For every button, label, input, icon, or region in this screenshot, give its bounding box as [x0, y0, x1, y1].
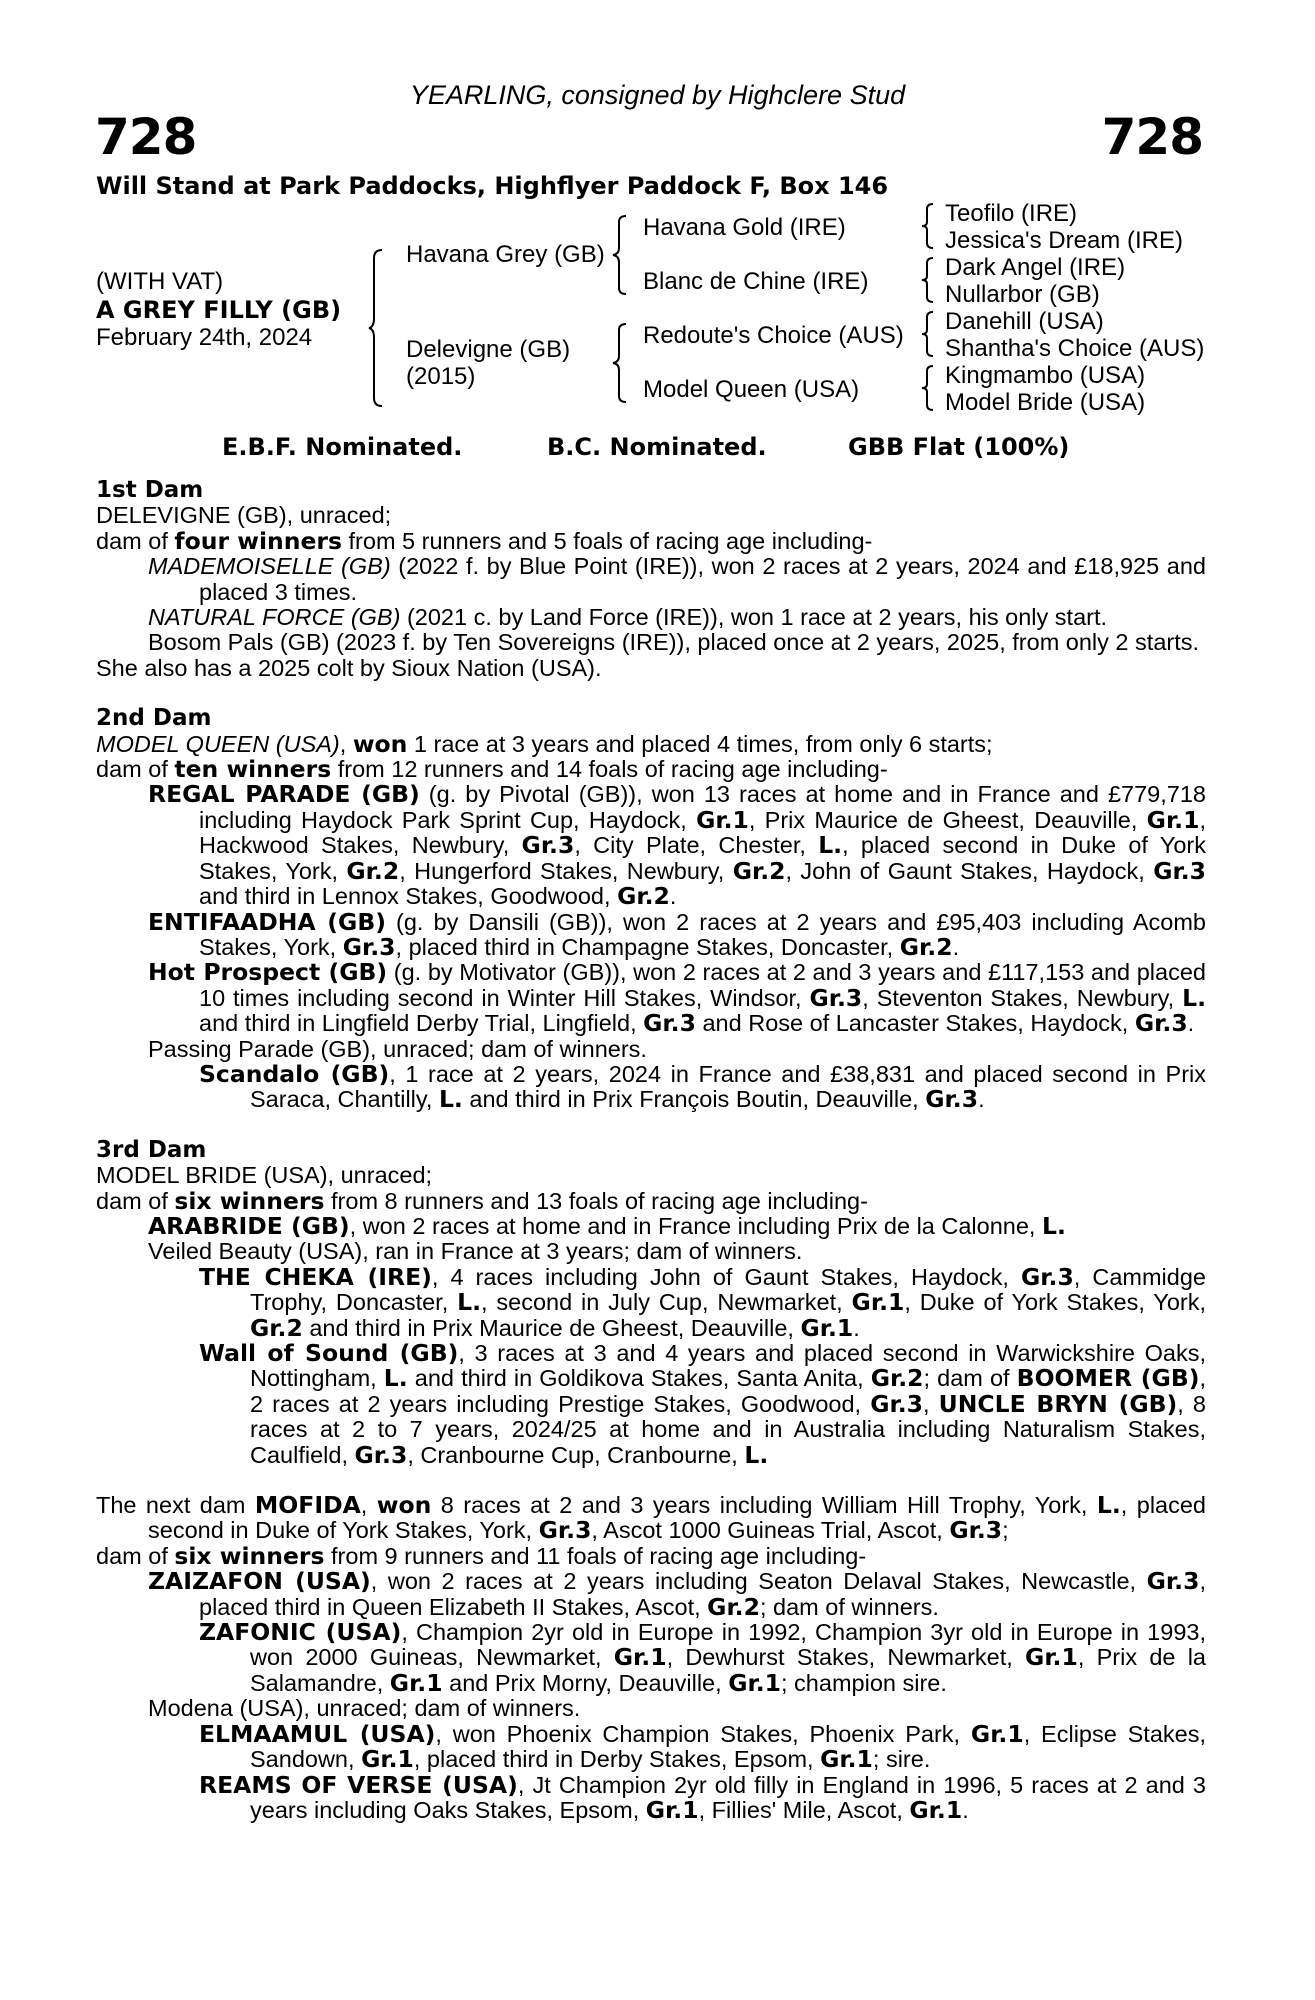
dam-dam: Model Queen (USA): [643, 376, 860, 403]
sire-sire-sire: Teofilo (IRE): [945, 200, 1078, 227]
second-dam-produce-summary: dam of ten winners from 12 runners and 14 foals of racing age including-: [96, 755, 888, 784]
bc-nomination: B.C. Nominated.: [547, 433, 767, 461]
produce-entry: Hot Prospect (GB) (g. by Motivator (GB)), won 2 races at 2 and 3 years and £117,153 and placed 10 times including second in Winter Hill Stakes, Windsor, Gr.3, Steventon Stakes, Newbury, L. and third in Lingfield Derby Trial, Lingfield, Gr.3 and Rose of Lancaster Stakes, Haydock, Gr.3.: [148, 958, 1206, 1038]
produce-entry: Modena (USA), unraced; dam of winners.: [148, 1695, 581, 1722]
ebf-nomination: E.B.F. Nominated.: [222, 433, 463, 461]
sire-sire-dam: Jessica's Dream (IRE): [945, 227, 1183, 254]
third-dam-produce-summary: dam of six winners from 8 runners and 13 foals of racing age including-: [96, 1186, 868, 1215]
brace-gen3-1: [921, 202, 937, 250]
dam-year: (2015): [406, 363, 476, 390]
third-dam-heading: 3rd Dam: [96, 1136, 207, 1163]
sire-dam-sire: Dark Angel (IRE): [945, 254, 1126, 281]
dam-brace: [612, 322, 632, 404]
vat-note: (WITH VAT): [96, 268, 224, 295]
produce-entry: MADEMOISELLE (GB) (2022 f. by Blue Point (IRE)), won 2 races at 2 years, 2024 and £18,925 and placed 3 times.: [148, 553, 1206, 605]
grandproduce-entry: ELMAAMUL (USA), won Phoenix Champion Stakes, Phoenix Park, Gr.1, Eclipse Stakes, Sandown, Gr.1, placed third in Derby Stakes, Epsom, Gr.1; sire.: [199, 1719, 1207, 1774]
produce-entry: Veiled Beauty (USA), ran in France at 3 years; dam of winners.: [148, 1238, 803, 1265]
horse-name: A GREY FILLY (GB): [96, 296, 342, 324]
sire: Havana Grey (GB): [406, 241, 605, 268]
first-dam-produce-summary: dam of four winners from 5 runners and 5 foals of racing age including-: [96, 526, 873, 555]
produce-entry: NATURAL FORCE (GB) (2021 c. by Land Force (IRE)), won 1 race at 2 years, his only start.: [148, 604, 1108, 631]
catalogue-subtitle: YEARLING, consigned by Highclere Stud: [409, 80, 906, 110]
next-dam-produce-summary: dam of six winners from 9 runners and 11 foals of racing age including-: [96, 1541, 867, 1570]
grandproduce-entry: ZAFONIC (USA), Champion 2yr old in Europe in 1992, Champion 3yr old in Europe in 1993, won 2000 Guineas, Newmarket, Gr.1, Dewhurst Stakes, Newmarket, Gr.1, Prix de la Salamandre, Gr.1 and Prix Morny, Deauville, Gr.1; champion sire.: [199, 1618, 1206, 1697]
stand-location: Will Stand at Park Paddocks, Highflyer Paddock F, Box 146: [96, 172, 889, 200]
brace-gen3-2: [921, 256, 937, 304]
grandproduce-entry: REAMS OF VERSE (USA), Jt Champion 2yr old filly in England in 1996, 5 races at 2 and 3 years including Oaks Stakes, Epsom, Gr.1, Fillies' Mile, Ascot, Gr.1.: [199, 1770, 1206, 1824]
brace-gen3-4: [921, 364, 937, 412]
produce-entry: REGAL PARADE (GB) (g. by Pivotal (GB)), won 13 races at home and in France and £779,718 including Haydock Park Sprint Cup, Haydock, Gr.1, Prix Maurice de Gheest, Deauville, Gr.1, Hackwood Stakes, Newbury, Gr.3, City Plate, Chester, L., placed second in Duke of York Stakes, York, Gr.2, Hungerford Stakes, Newbury, Gr.2, John of Gaunt Stakes, Haydock, Gr.3 and third in Lennox Stakes, Goodwood, Gr.2.: [148, 780, 1206, 911]
sire-brace: [612, 214, 632, 296]
pedigree-main-brace: [368, 248, 388, 408]
produce-entry: Bosom Pals (GB) (2023 f. by Ten Sovereigns (IRE)), placed once at 2 years, 2025, from only 2 starts.: [148, 629, 1200, 656]
first-dam-also: She also has a 2025 colt by Sioux Nation (USA).: [96, 654, 602, 681]
produce-entry: Passing Parade (GB), unraced; dam of winners.: [148, 1035, 647, 1062]
grandproduce-entry: Scandalo (GB), 1 race at 2 years, 2024 in France and £38,831 and placed second in Prix Saraca, Chantilly, L. and third in Prix François Boutin, Deauville, Gr.3.: [199, 1059, 1206, 1114]
second-dam-name: MODEL QUEEN (USA), won 1 race at 3 years and placed 4 times, from only 6 starts;: [96, 729, 993, 758]
dam-sire-dam: Shantha's Choice (AUS): [945, 335, 1205, 362]
first-dam-heading: 1st Dam: [96, 477, 204, 503]
grandproduce-entry: Wall of Sound (GB), 3 races at 3 and 4 years and placed second in Warwickshire Oaks, Nottingham, L. and third in Goldikova Stakes, Santa Anita, Gr.2; dam of BOOMER (GB), 2 races at 2 years including Prestige Stakes, Goodwood, Gr.3, UNCLE BRYN (GB), 8 races at 2 to 7 years, 2024/25 at home and in Australia including Naturalism Stakes, Caulfield, Gr.3, Cranbourne Cup, Cranbourne, L.: [199, 1339, 1207, 1469]
dam-sire-sire: Danehill (USA): [945, 308, 1104, 335]
gbb-flat: GBB Flat (100%): [848, 433, 1070, 461]
grandproduce-entry: THE CHEKA (IRE), 4 races including John of Gaunt Stakes, Haydock, Gr.3, Cammidge Trophy, Doncaster, L., second in July Cup, Newmarket, Gr.1, Duke of York Stakes, York, Gr.2 and third in Prix Maurice de Gheest, Deauville, Gr.1.: [199, 1262, 1207, 1342]
catalogue-body: [96, 478, 1206, 1823]
sire-dam-dam: Nullarbor (GB): [945, 281, 1100, 308]
dam-dam-sire: Kingmambo (USA): [945, 362, 1146, 389]
dam: Delevigne (GB): [406, 336, 571, 363]
first-dam-name: DELEVIGNE (GB), unraced;: [96, 502, 392, 529]
third-dam-name: MODEL BRIDE (USA), unraced;: [96, 1162, 433, 1189]
dam-dam-dam: Model Bride (USA): [945, 389, 1146, 416]
produce-entry: ENTIFAADHA (GB) (g. by Dansili (GB)), won 2 races at 2 years and £95,403 including Acomb Stakes, York, Gr.3, placed third in Champagne Stakes, Doncaster, Gr.2.: [148, 907, 1207, 961]
brace-gen3-3: [921, 310, 937, 358]
lot-number-right: 728: [1101, 108, 1203, 166]
next-dam-entry: The next dam MOFIDA, won 8 races at 2 and 3 years including William Hill Trophy, York, L., placed second in Duke of York Stakes, York, Gr.3, Ascot 1000 Guineas Trial, Ascot, Gr.3;: [96, 1491, 1207, 1545]
lot-number-left: 728: [95, 108, 197, 166]
foaling-date: February 24th, 2024: [96, 324, 313, 351]
sire-dam: Blanc de Chine (IRE): [643, 268, 869, 295]
produce-entry: ARABRIDE (GB), won 2 races at home and in France including Prix de la Calonne, L.: [148, 1211, 1066, 1240]
dam-sire: Redoute's Choice (AUS): [643, 322, 904, 349]
sire-sire: Havana Gold (IRE): [643, 214, 846, 241]
second-dam-heading: 2nd Dam: [96, 705, 212, 732]
produce-entry: ZAIZAFON (USA), won 2 races at 2 years including Seaton Delaval Stakes, Newcastle, Gr.3, placed third in Queen Elizabeth II Stakes, Ascot, Gr.2; dam of winners.: [148, 1567, 1206, 1621]
